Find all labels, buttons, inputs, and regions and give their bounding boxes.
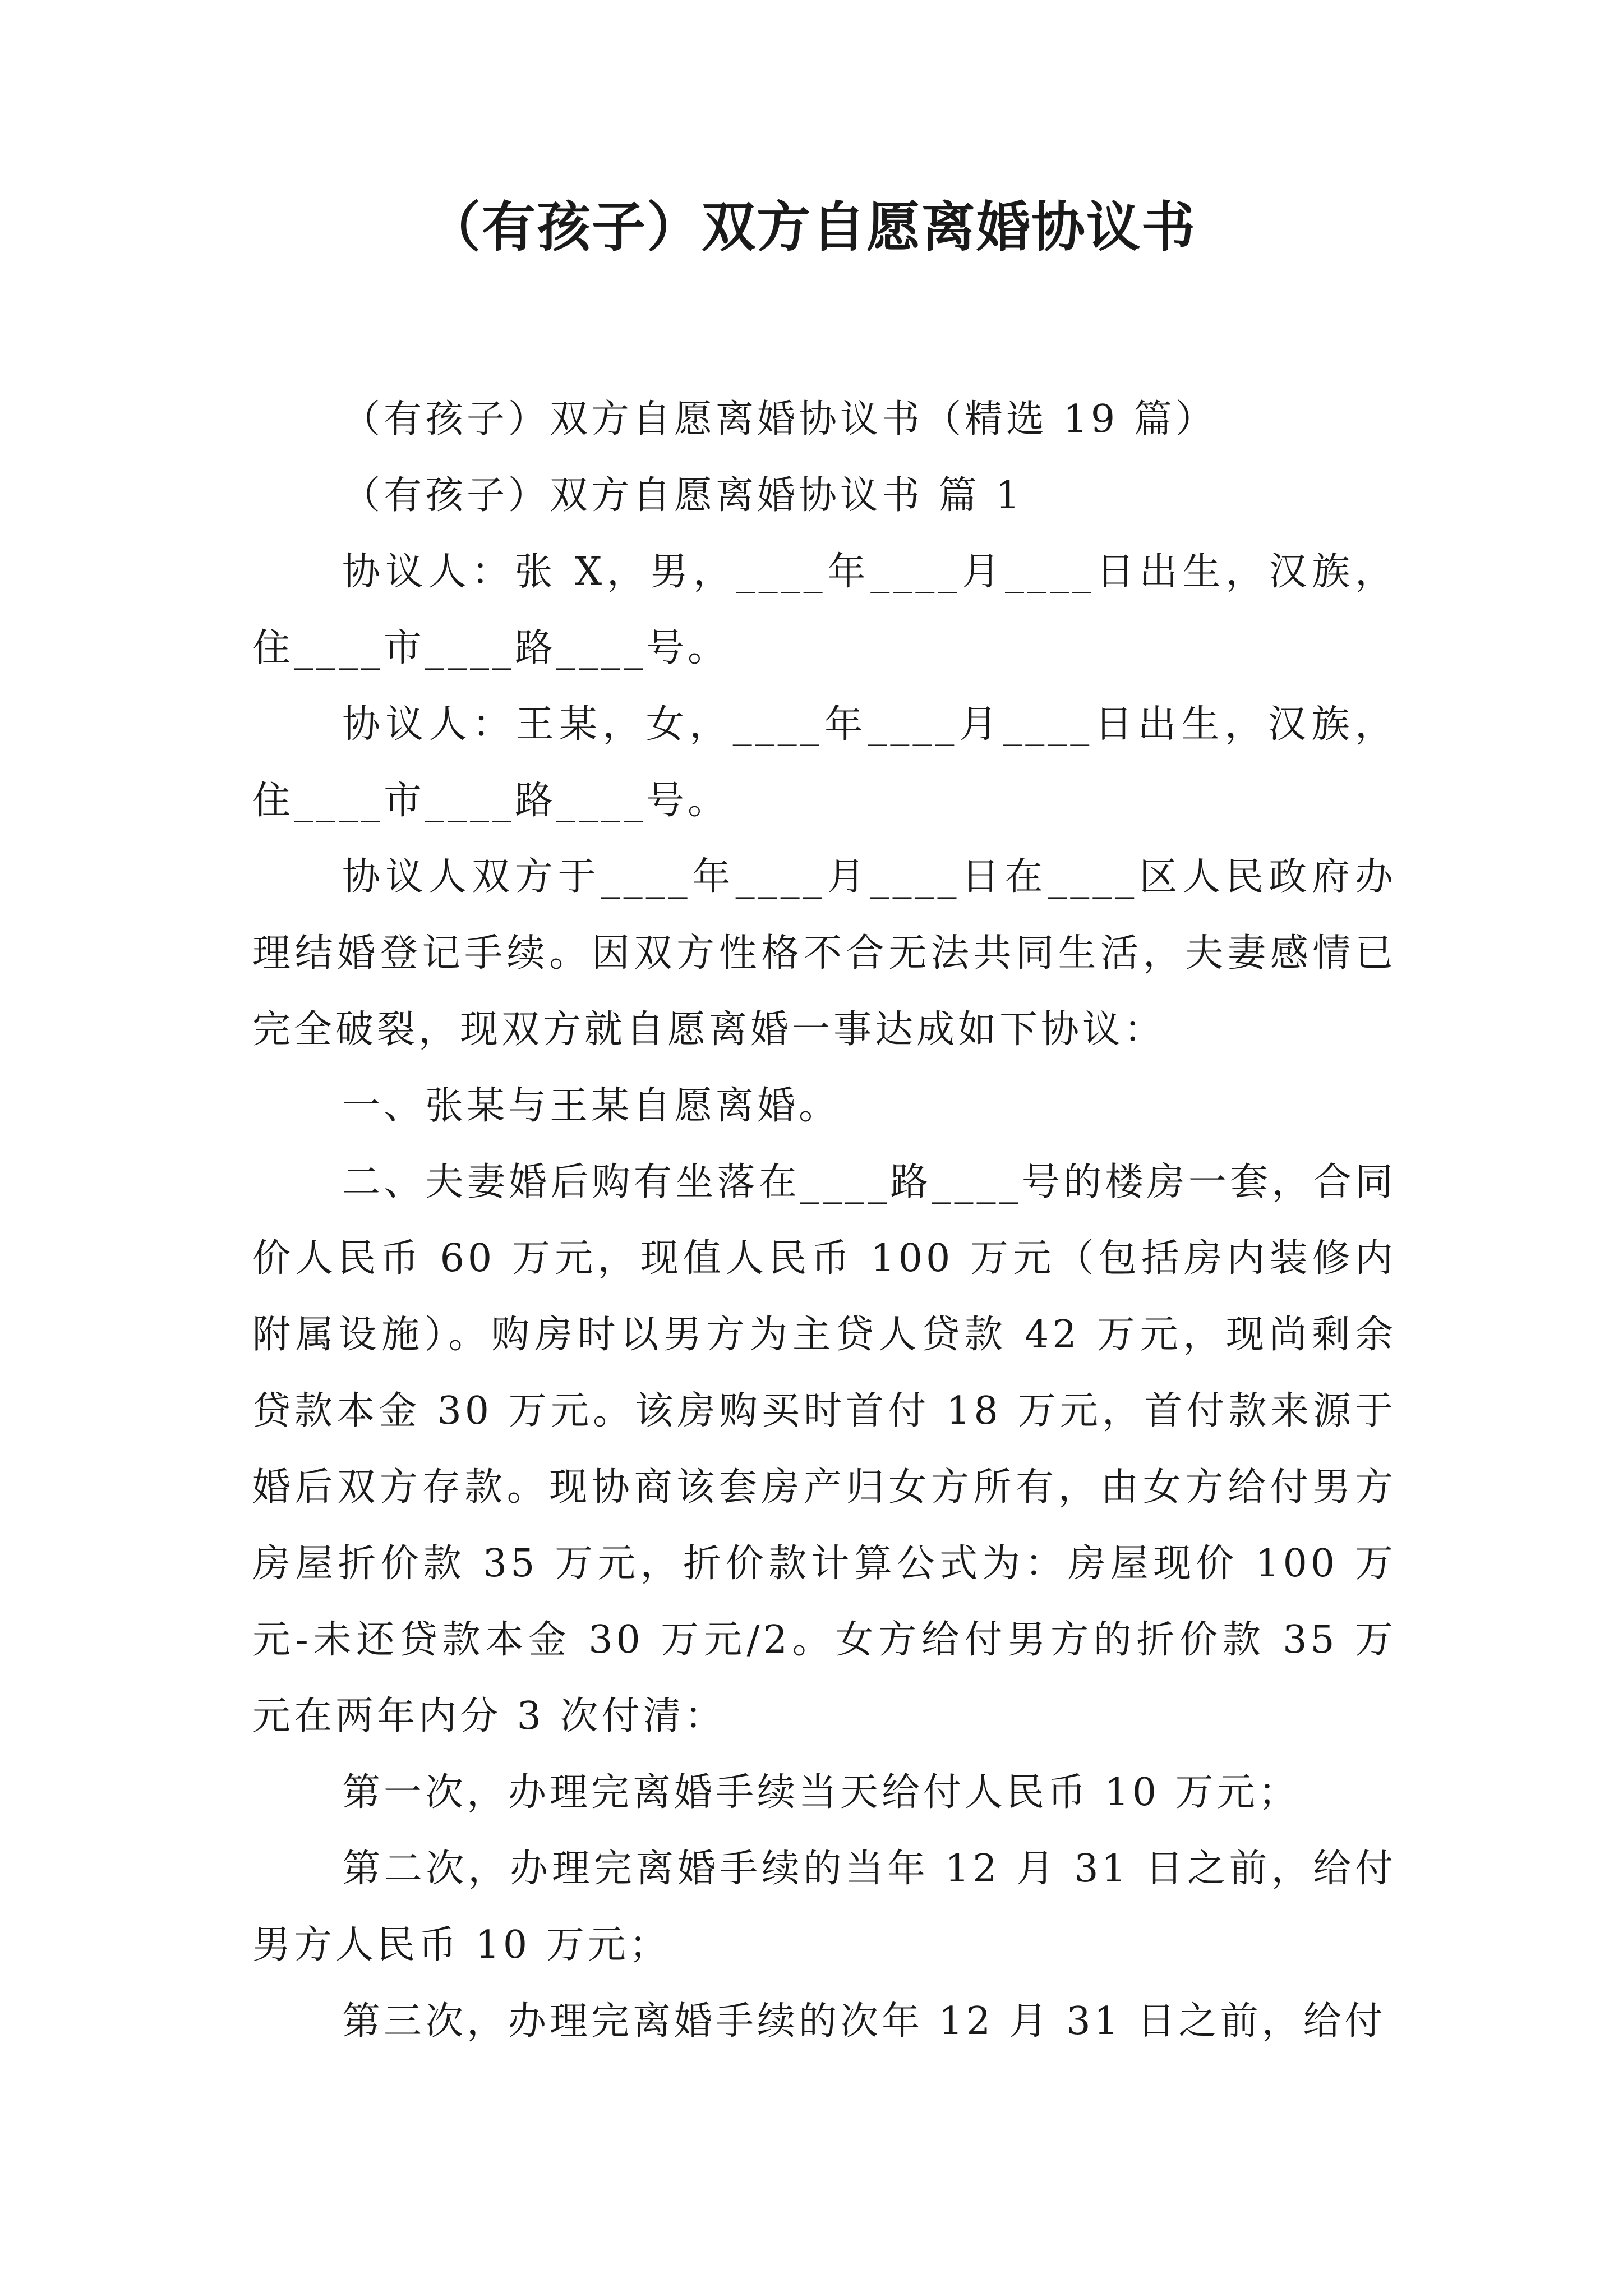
paragraph-payment-3: 第三次，办理完离婚手续的次年 12 月 31 日之前，给付 — [342, 1999, 1386, 2044]
document-title: （有孩子）双方自愿离婚协议书 — [427, 196, 1196, 259]
paragraph-marriage-registration: 协议人双方于____年____月____日在____区人民政府办理结婚登记手续。因双方性格不合无法共同生活，夫妻感情已完全破裂，现双方就自愿离婚一事达成如下协议： — [252, 855, 1396, 1052]
paragraph-payment-2: 第二次，办理完离婚手续的当年 12 月 31 日之前，给付男方人民币 10 万元； — [252, 1847, 1396, 1967]
document-body — [252, 381, 1396, 2060]
paragraph-section-heading: （有孩子）双方自愿离婚协议书 篇 1 — [342, 473, 1023, 518]
paragraph-subtitle: （有孩子）双方自愿离婚协议书（精选 19 篇） — [342, 397, 1217, 441]
paragraph-clause-2: 二、夫妻婚后购有坐落在____路____号的楼房一套，合同价人民币 60 万元，现值人民币 100 万元（包括房内装修内附属设施）。购房时以男方为主贷人贷款 42 万元，现尚剩余贷款本金 30 万元。该房购买时首付 18 万元，首付款来源于婚后双方存款。现协商该套房产归女方所有，由女方给付男方房屋折价款 35 万元，折价款计算公式为：房屋现价 100 万元-未还贷款本金 30 万元/2。女方给付男方的折价款 35 万元在两年内分 3 次付清： — [252, 1160, 1396, 1738]
paragraph-party-1: 协议人：张 X，男，____年____月____日出生，汉族，住____市____路____号。 — [252, 550, 1396, 670]
paragraph-clause-1: 一、张某与王某自愿离婚。 — [342, 1084, 841, 1128]
paragraph-party-2: 协议人：王某，女，____年____月____日出生，汉族，住____市____路____号。 — [252, 702, 1396, 823]
paragraph-payment-1: 第一次，办理完离婚手续当天给付人民币 10 万元； — [342, 1770, 1300, 1815]
